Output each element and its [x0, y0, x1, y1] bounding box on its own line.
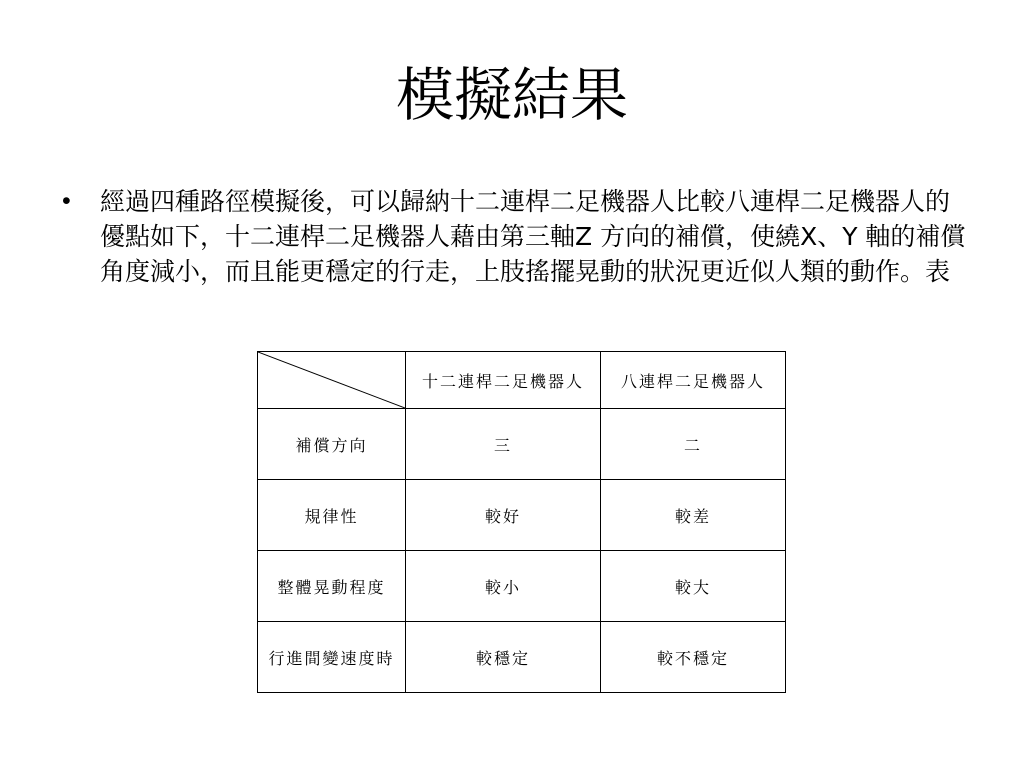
diagonal-divider-icon	[258, 352, 405, 408]
table-cell: 較不穩定	[601, 622, 786, 693]
table-cell: 較小	[406, 551, 601, 622]
table-cell: 較穩定	[406, 622, 601, 693]
bullet-dot-icon: •	[62, 187, 71, 215]
slide-title: 模擬結果	[395, 61, 628, 129]
table-corner-cell	[258, 352, 406, 409]
table-header-eight-link: 八連桿二足機器人	[601, 352, 786, 409]
row-label: 行進間變速度時	[258, 622, 406, 693]
row-label: 補償方向	[258, 409, 406, 480]
bullet-item	[62, 184, 972, 289]
row-label: 整體晃動程度	[258, 551, 406, 622]
table-cell: 較好	[406, 480, 601, 551]
table-cell: 二	[601, 409, 786, 480]
row-label: 規律性	[258, 480, 406, 551]
table-row	[258, 409, 786, 480]
bullet-text: 經過四種路徑模擬後，可以歸納十二連桿二足機器人比較八連桿二足機器人的優點如下，十二連桿二足機器人藉由第三軸Z 方向的補償，使繞X、Y 軸的補償角度減小，而且能更穩定的行走，上肢搖擺晃動的狀況更近似人類的動作。表	[100, 187, 966, 286]
table-header-row	[258, 352, 786, 409]
bullet-list	[62, 184, 972, 289]
table-header-twelve-link: 十二連桿二足機器人	[406, 352, 601, 409]
table-cell: 三	[406, 409, 601, 480]
table-cell: 較大	[601, 551, 786, 622]
table-row	[258, 622, 786, 693]
table-cell: 較差	[601, 480, 786, 551]
table-row	[258, 480, 786, 551]
table-row	[258, 551, 786, 622]
comparison-table	[257, 351, 786, 693]
